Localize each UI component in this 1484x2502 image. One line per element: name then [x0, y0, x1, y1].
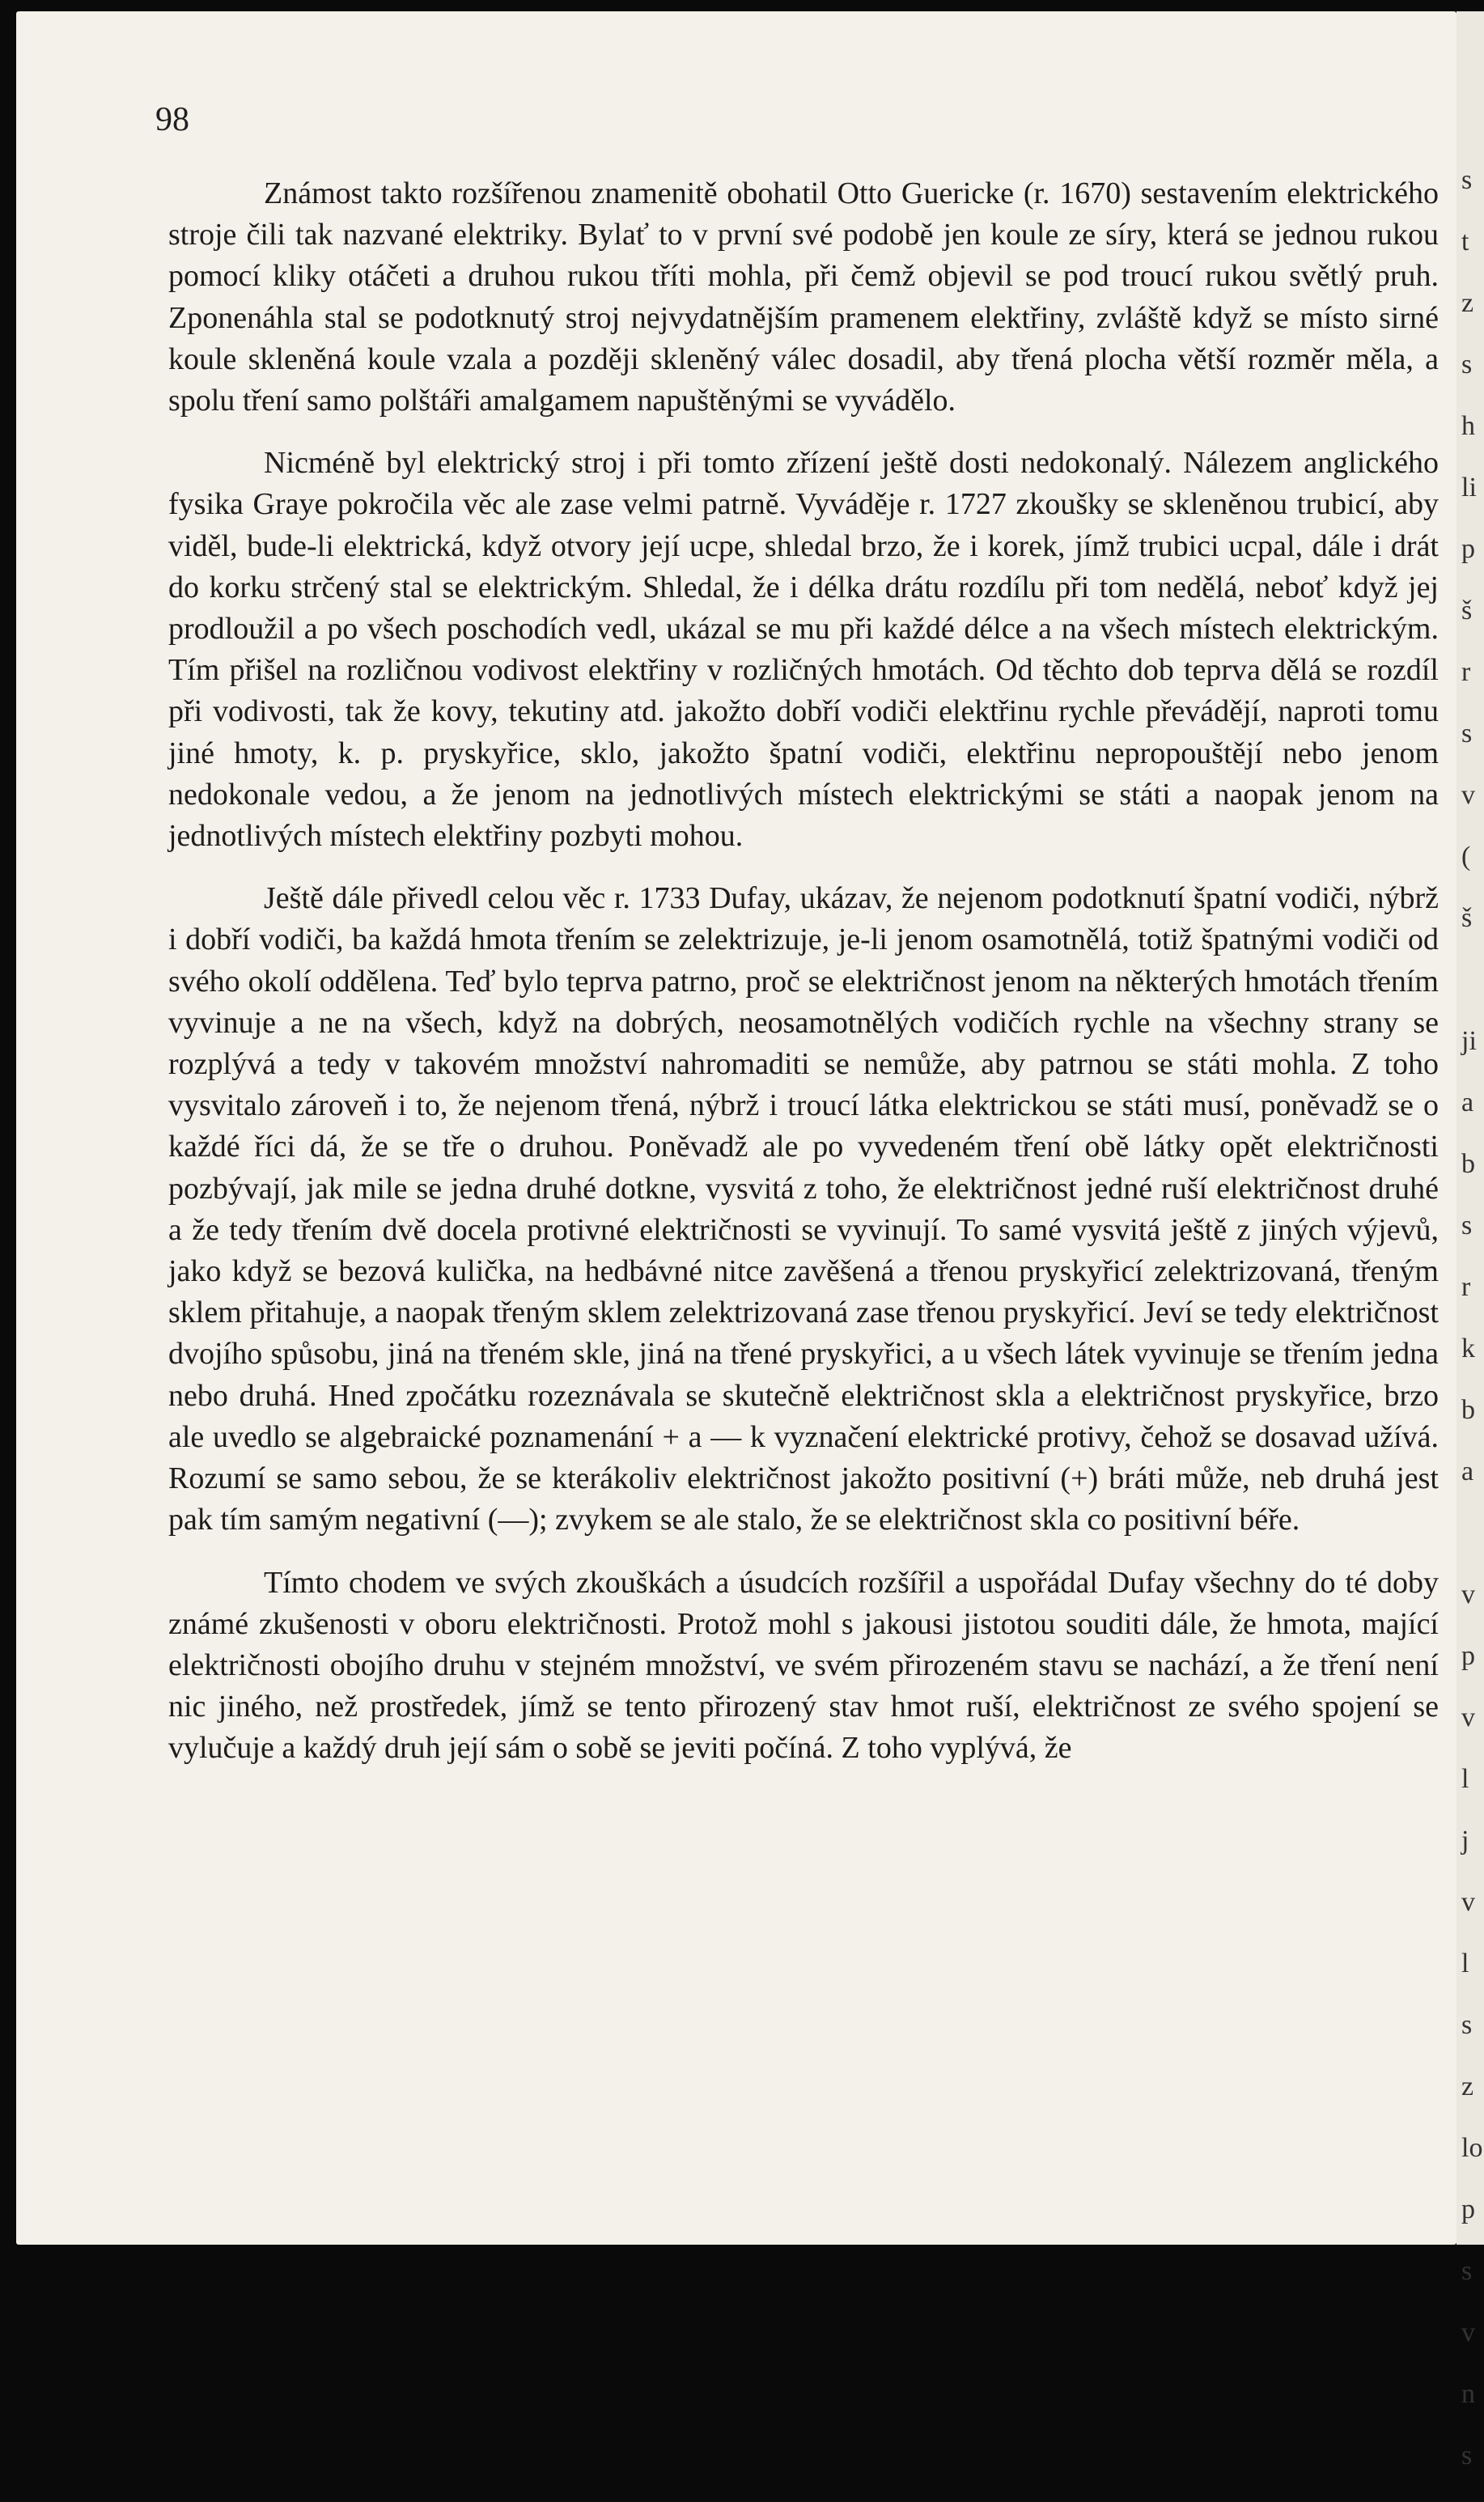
adjacent-page-edge	[1456, 11, 1484, 2470]
margin-glyph: n	[1461, 2379, 1475, 2409]
margin-glyph: r	[1461, 1272, 1471, 1302]
margin-glyph: z	[1461, 288, 1474, 318]
margin-glyph: t	[1461, 227, 1469, 257]
margin-glyph: p	[1461, 1641, 1475, 1671]
book-page	[16, 11, 1456, 2245]
margin-glyph: v	[1461, 780, 1475, 810]
margin-glyph: z	[1461, 2072, 1474, 2101]
margin-glyph: a	[1461, 1457, 1474, 1486]
margin-glyph: r	[1461, 657, 1471, 687]
margin-glyph: k	[1461, 1334, 1475, 1363]
margin-glyph: a	[1461, 1088, 1474, 1117]
body-text	[168, 173, 1439, 1770]
margin-glyph: h	[1461, 411, 1475, 441]
margin-glyph: (	[1461, 842, 1471, 871]
margin-glyph: s	[1461, 2010, 1473, 2040]
margin-glyph: s	[1461, 2256, 1473, 2286]
margin-glyph: s	[1461, 165, 1473, 195]
margin-glyph: s	[1461, 1211, 1473, 1240]
margin-glyph: li	[1461, 473, 1477, 503]
paragraph-3: Ještě dále přivedl celou věc r. 1733 Dufay, ukázav, že nejenom podotknutí špatní vodiči, nýbrž i dobří vodiči, ba každá hmota třením se zelektrizuje, je-li jenom osamotnělá, totiž špatnými vodiči od svého okolí oddělena. Teď bylo teprva patrno, proč se električnost jenom na některých hmotách třením vyvinuje a ne na všech, když na dobrých, neosamotnělých vodičích rychle na všechny strany se rozplývá a tedy v takovém množství nahromaditi se nemůže, aby patrnou se státi mohla. Z toho vysvitalo zároveň i to, že nejenom třená, nýbrž i troucí látka elektrickou se státi musí, poněvadž se o každé říci dá, že se tře o druhou. Poněvadž ale po vyvedeném tření obě látky opět električnosti pozbývají, jak mile se jedna druhé dotkne, vysvitá z toho, že električnost jedné ruší električnost druhé a že tedy třením dvě docela protivné električnosti se vyvinují. To samé vysvitá ještě z jiných výjevů, jako když se bezová kulička, na hedbávné nitce zavěšená a třenou pryskyřicí zelektrizovaná, třeným sklem přitahuje, a naopak třeným sklem zelektrizovaná zase třenou pryskyřicí. Jeví se tedy električnost dvojího spůsobu, jiná na třeném skle, jiná na třené pryskyřici, a u všech látek vyvinuje se třením jedna nebo druhá. Hned zpočátku rozeznávala se skutečně električnost skla a električnost pryskyřice, brzo ale uvedlo se algebraické poznamenání + a — k vyznačení elektrické protivy, čehož se dosavad užívá. Rozumí se samo sebou, že se kterákoliv električnost jakožto positivní (+) bráti může, neb druhá jest pak tím samým negativní (—); zvykem se ale stalo, že se električnost skla co positivní béře.	[168, 881, 1439, 1537]
margin-glyph: s	[1461, 350, 1473, 380]
margin-glyph: ji	[1461, 1026, 1477, 1056]
margin-glyph: s	[1461, 719, 1473, 748]
margin-glyph: v	[1461, 1580, 1475, 1609]
margin-glyph: p	[1461, 534, 1475, 564]
paragraph-4: Tímto chodem ve svých zkouškách a úsudcích rozšířil a uspořádal Dufay všechny do té doby známé zkušenosti v oboru električnosti. Protož mohl s jakousi jistotou souditi dále, že hmota, mající električnosti obojího druhu v stejném množství, ve svém přirozeném stavu se nachází, a že tření není nic jiného, než prostředek, jímž se tento přirozený stav hmot ruší, električnost ze svého spojení se vylučuje a každý druh její sám o sobě se jeviti počíná. Z toho vyplývá, že	[168, 1565, 1439, 1766]
margin-glyph: l	[1461, 1764, 1469, 1794]
margin-glyph: l	[1461, 1949, 1469, 1978]
margin-glyph	[1456, 965, 1484, 1026]
margin-glyph: š	[1461, 903, 1473, 933]
margin-glyph: s	[1461, 2441, 1473, 2470]
margin-glyph: b	[1461, 1395, 1475, 1425]
margin-glyph: v	[1461, 1887, 1475, 1917]
margin-glyph	[1456, 1518, 1484, 1580]
paragraph-1: Známost takto rozšířenou znamenitě obohatil Otto Guericke (r. 1670) sestavením elektrického stroje čili tak nazvané elektriky. Bylať to v první své podobě jen koule ze síry, která se jednou rukou pomocí kliky otáčeti a druhou rukou tříti mohla, při čemž objevil se pod troucí rukou světlý pruh. Zponenáhla stal se podotknutý stroj nejvydatnějším pramenem elektřiny, zvláště když se místo sirné koule skleněná koule vzala a později skleněný válec dosadil, aby třená plocha větší rozměr měla, a spolu tření samo polštáři amalgamem napuštěnými se vyvádělo.	[168, 176, 1439, 418]
margin-glyph: lo	[1461, 2133, 1483, 2163]
paragraph-2: Nicméně byl elektrický stroj i při tomto zřízení ještě dosti nedokonalý. Nálezem anglického fysika Graye pokročila věc ale zase velmi patrně. Vyváděje r. 1727 zkoušky se skleněnou trubicí, aby viděl, bude-li elektrická, když otvory její ucpe, shledal brzo, že i korek, jímž trubici ucpal, dále i drát do korku strčený stal se elektrickým. Shledal, že i délka drátu rozdílu při tom nedělá, neboť když jej prodloužil a po všech poschodích vedl, ukázal se mu při každé délce a na všech místech elektrickým. Tím přišel na rozličnou vodivost elektřiny v rozličných hmotách. Od těchto dob teprva dělá se rozdíl při vodivosti, tak že kovy, tekutiny atd. jakožto dobří vodiči elektřinu rychle převádějí, naproti tomu jiné hmoty, k. p. pryskyřice, sklo, jakožto špatní vodiči, elektřinu nepropouštějí nebo jenom nedokonale vedou, a že jenom na jednotlivých místech elektrickými se státi a naopak jenom na jednotlivých místech elektřiny pozbyti mohou.	[168, 446, 1439, 854]
margin-glyph: p	[1461, 2195, 1475, 2224]
margin-glyph: j	[1461, 1826, 1469, 1855]
page-number: 98	[155, 101, 189, 138]
margin-glyph: b	[1461, 1149, 1475, 1179]
margin-glyph: v	[1461, 2318, 1475, 2347]
margin-glyph: v	[1461, 1703, 1475, 1732]
margin-glyph: š	[1461, 596, 1473, 626]
